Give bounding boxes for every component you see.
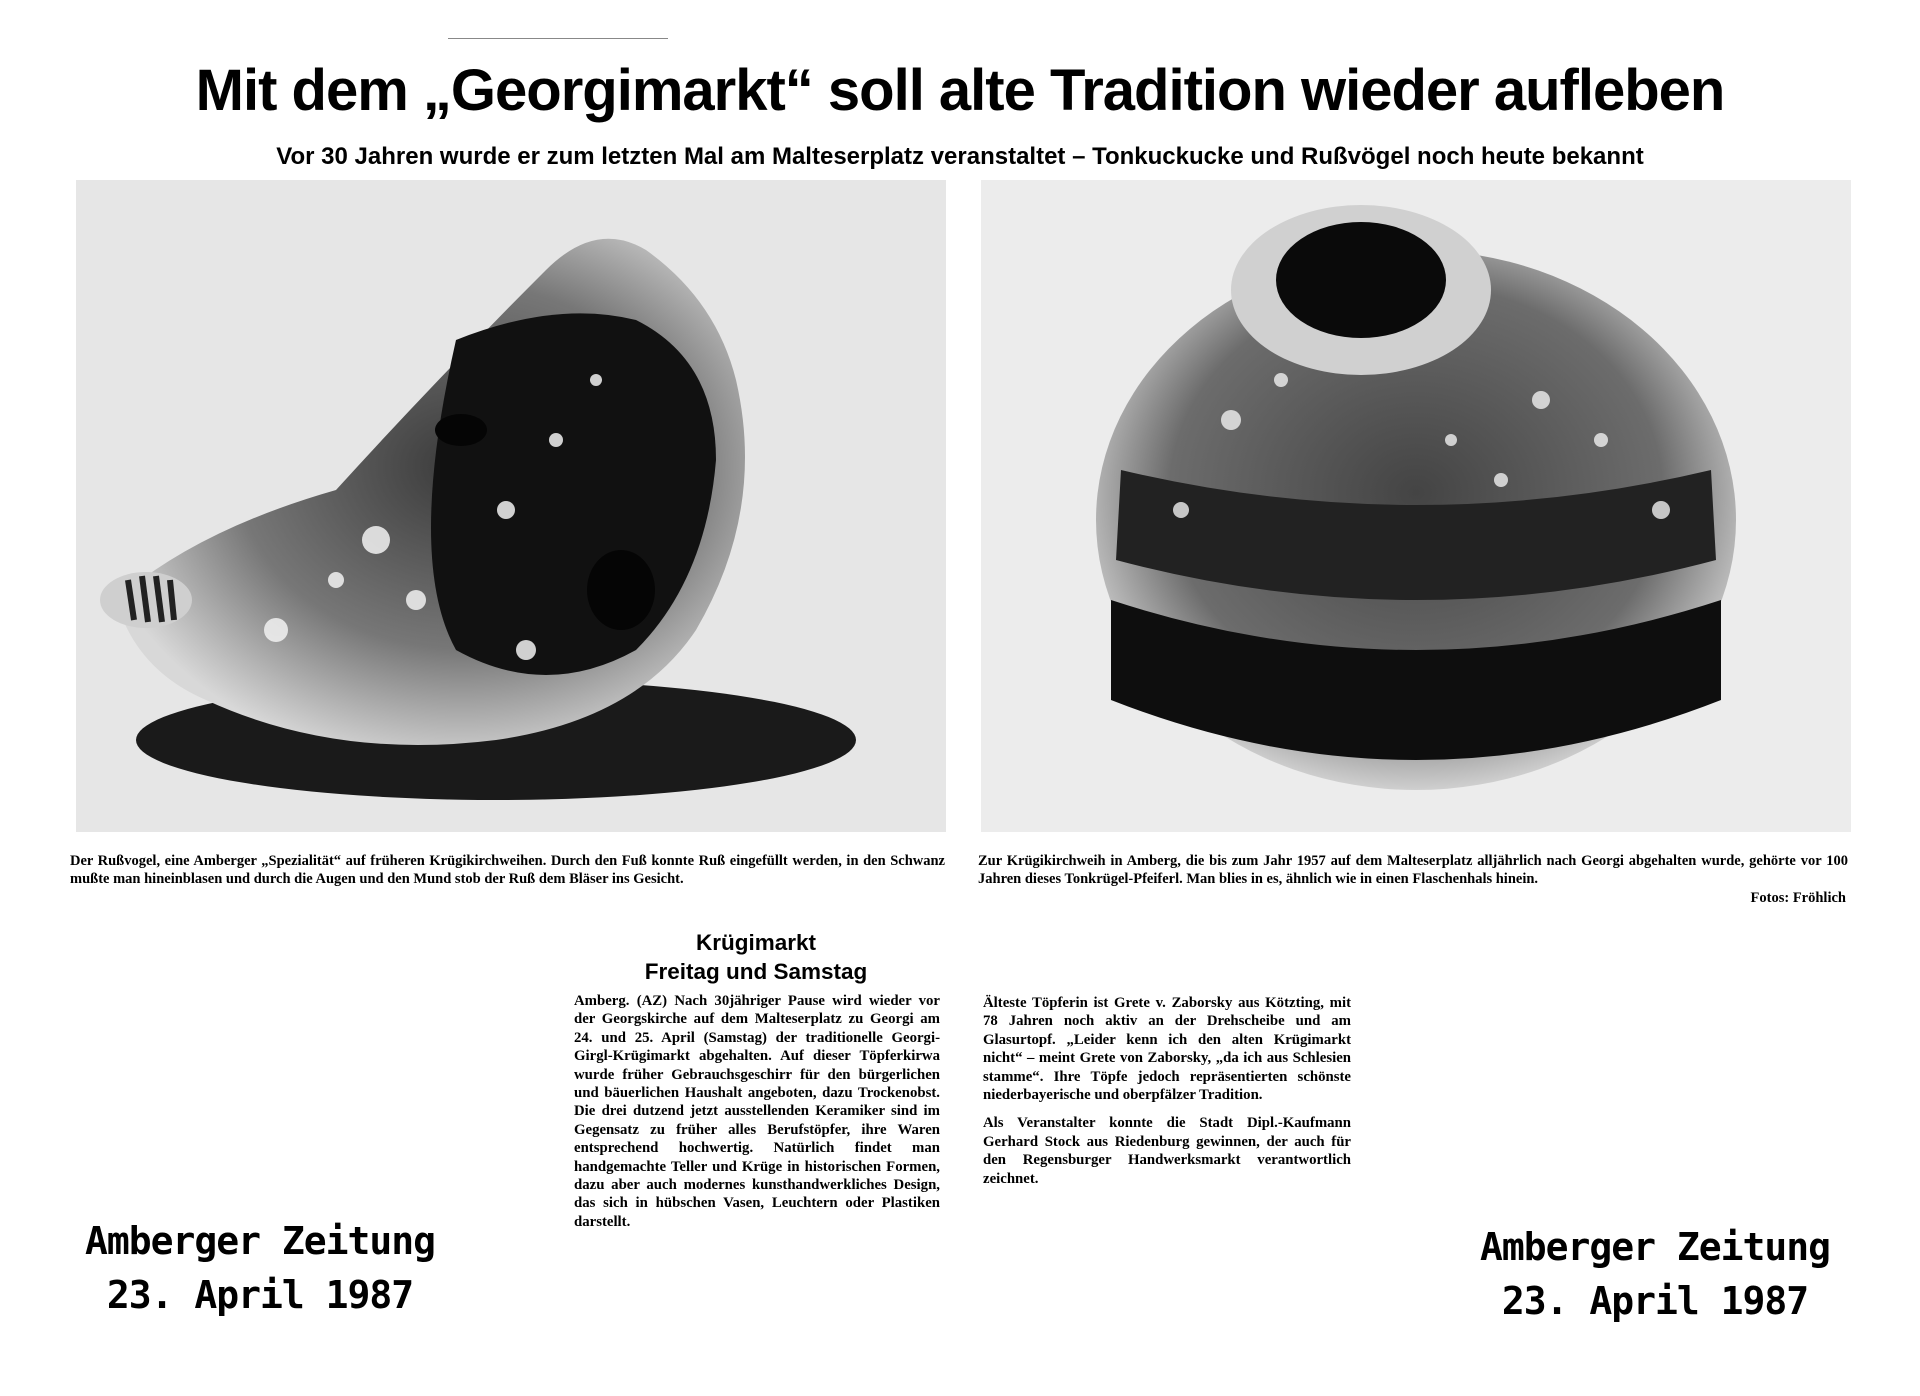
top-rule: [448, 38, 668, 39]
article-column-2: [983, 994, 1351, 1188]
article-paragraph: Älteste Töpferin ist Grete v. Zaborsky aus Kötzting, mit 78 Jahren noch aktiv an der Drehscheibe und am Glasurtopf. „Leider kenn ich den alten Krügimarkt nicht“ – meint Grete von Zaborsky, „da ich aus Schlesien stamme“. Ihre Töpfe jedoch repräsentierten schönste niederbayerische und oberpfälzer Tradition.: [983, 995, 1351, 1104]
caption-right: Zur Krügikirchweih in Amberg, die bis zum Jahr 1957 auf dem Malteserplatz alljährlich nach Georgi abgehalten wurde, gehörte vor 100 Jahren dieses Tonkrügel-Pfeiferl. Man blies in es, ähnlich wie in einen Flaschenhals hinein.: [978, 853, 1848, 887]
subheadline: Vor 30 Jahren wurde er zum letzten Mal am Malteserplatz veranstaltet – Tonkuckucke und Rußvögel noch heute bekannt: [276, 143, 1644, 170]
stamp-date: 23. April 1987: [1501, 1279, 1809, 1323]
article-title: [575, 928, 937, 986]
stamp-newspaper: Amberger Zeitung: [1479, 1225, 1831, 1269]
article-paragraph: Als Veranstalter konnte die Stadt Dipl.-Kaufmann Gerhard Stock aus Riedenburg gewinnen, der auch für den Regensburger Handwerksmarkt verantwortlich zeichnet.: [983, 1115, 1351, 1187]
caption-left: Der Rußvogel, eine Amberger „Spezialität“ auf früheren Krügikirchweihen. Durch den Fuß konnte Ruß eingefüllt werden, in den Schwanz mußte man hineinblasen und durch die Augen und den Mund stob der Ruß dem Bläser ins Gesicht.: [70, 853, 945, 887]
article-paragraph: Amberg. (AZ) Nach 30jähriger Pause wird wieder vor der Georgskirche auf dem Malteserplatz zu Georgi am 24. und 25. April (Samstag) der traditionelle Georgi-Girgl-Krügimarkt abgehalten. Auf dieser Töpferkirwa wurde früher Gebrauchsgeschirr für den bürgerlichen und bäuerlichen Haushalt angeboten, dazu Trockenobst. Die drei dutzend jetzt ausstellenden Keramiker sind im Gegensatz zu früher alles Berufstöpfer, ihre Waren entsprechend hochwertig. Natürlich findet man handgemachte Teller und Krüge in historischen Formen, dazu aber auch modernes kunsthandwerkliches Design, das sich in hübschen Vasen, Leuchtern oder Plastiken darstellt.: [574, 993, 940, 1230]
article-title-line2: Freitag und Samstag: [644, 959, 868, 984]
stamp-newspaper: Amberger Zeitung: [84, 1219, 436, 1263]
soot-bird-figurine-icon: [76, 180, 946, 832]
headline: Mit dem „Georgimarkt“ soll alte Tradition wieder aufleben: [195, 58, 1725, 123]
stamp-date: 23. April 1987: [106, 1273, 414, 1317]
article-title-line1: Krügimarkt: [695, 930, 817, 955]
photo-credit: Fotos: Fröhlich: [1750, 890, 1846, 906]
article-column-1: [574, 992, 940, 1231]
photo-clay-jug: [981, 180, 1851, 832]
source-stamp-left: [60, 1214, 460, 1322]
photo-soot-bird: [76, 180, 946, 832]
clay-jug-whistle-icon: [981, 180, 1851, 832]
source-stamp-right: [1455, 1220, 1855, 1328]
